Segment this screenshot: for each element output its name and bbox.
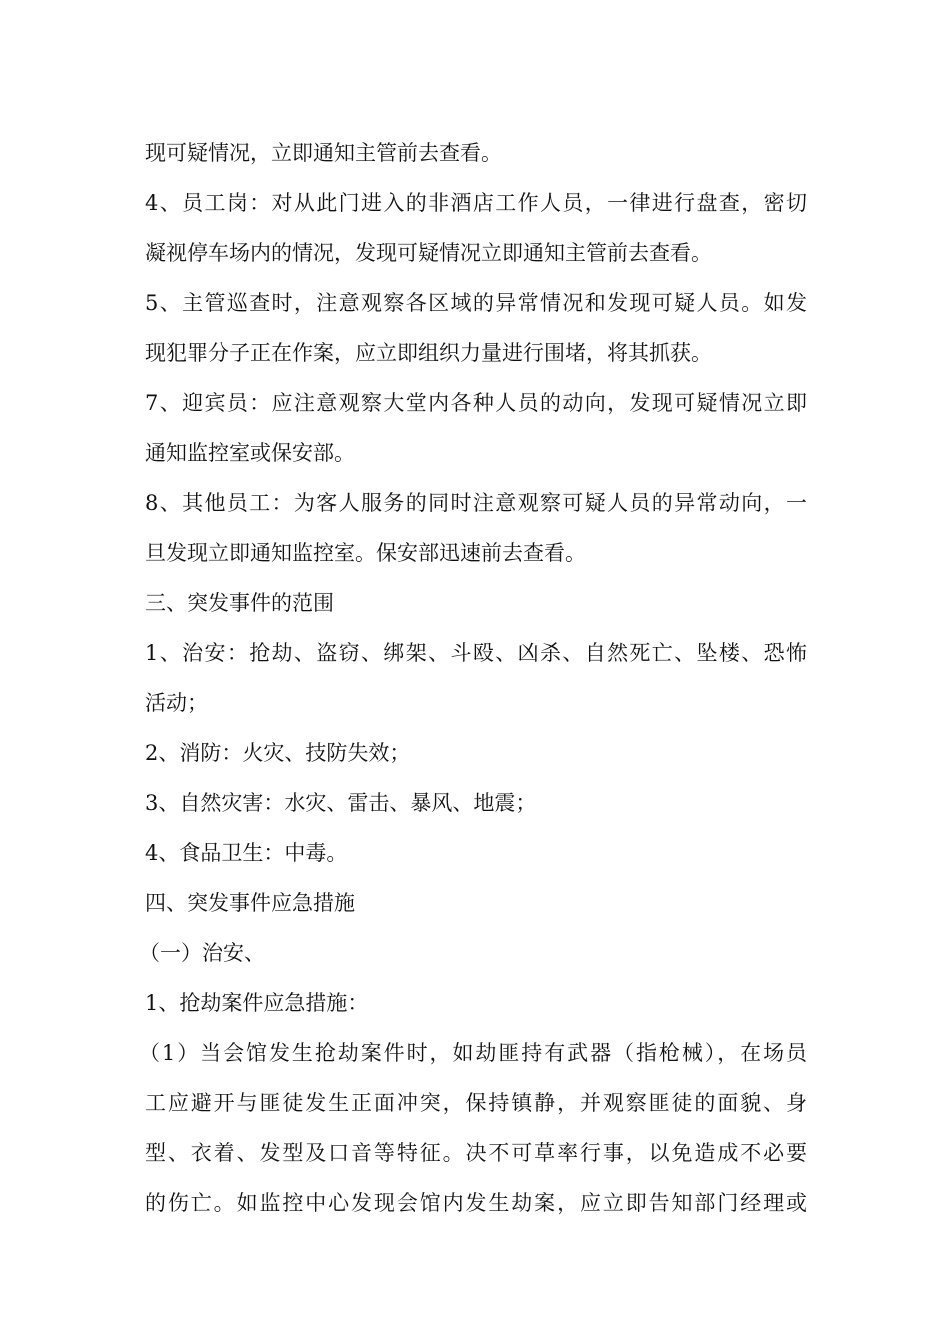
text-line: 1、抢劫案件应急措施：: [145, 991, 369, 1015]
text-line: 2、消防：火灾、技防失效；: [145, 741, 411, 765]
section-heading: 三、突发事件的范围: [145, 591, 334, 615]
text-line: 型、衣着、发型及口音等特征。决不可草率行事，以免造成不必要: [145, 1141, 807, 1165]
text-line: 7、迎宾员：应注意观察大堂内各种人员的动向，发现可疑情况立即: [145, 391, 807, 415]
text-line: 凝视停车场内的情况，发现可疑情况立即通知主管前去查看。: [145, 241, 712, 265]
text-line: 1、治安：抢劫、盗窃、绑架、斗殴、凶杀、自然死亡、坠楼、恐怖: [145, 641, 807, 665]
text-line: 8、其他员工：为客人服务的同时注意观察可疑人员的异常动向，一: [145, 491, 807, 515]
text-line: 4、员工岗：对从此门进入的非酒店工作人员，一律进行盘查，密切: [145, 191, 807, 215]
text-line: （1）当会馆发生抢劫案件时，如劫匪持有武器（指枪械），在场员: [139, 1041, 807, 1065]
section-heading: 四、突发事件应急措施: [145, 891, 355, 915]
text-line: 通知监控室或保安部。: [145, 441, 355, 465]
text-line: 3、自然灾害：水灾、雷击、暴风、地震；: [145, 791, 537, 815]
text-line: 5、主管巡查时，注意观察各区域的异常情况和发现可疑人员。如发: [145, 291, 807, 315]
text-line: 工应避开与匪徒发生正面冲突，保持镇静，并观察匪徒的面貌、身: [145, 1091, 807, 1115]
document-body: [139, 128, 807, 1228]
text-line: 旦发现立即通知监控室。保安部迅速前去查看。: [145, 541, 586, 565]
text-line: 的伤亡。如监控中心发现会馆内发生劫案，应立即告知部门经理或: [145, 1191, 807, 1215]
text-line: 现犯罪分子正在作案，应立即组织力量进行围堵，将其抓获。: [145, 341, 712, 365]
subsection-heading: （一）治安、: [139, 941, 265, 965]
text-line: 现可疑情况，立即通知主管前去查看。: [145, 141, 502, 165]
text-line: 活动；: [145, 691, 208, 715]
text-line: 4、食品卫生：中毒。: [145, 841, 348, 865]
